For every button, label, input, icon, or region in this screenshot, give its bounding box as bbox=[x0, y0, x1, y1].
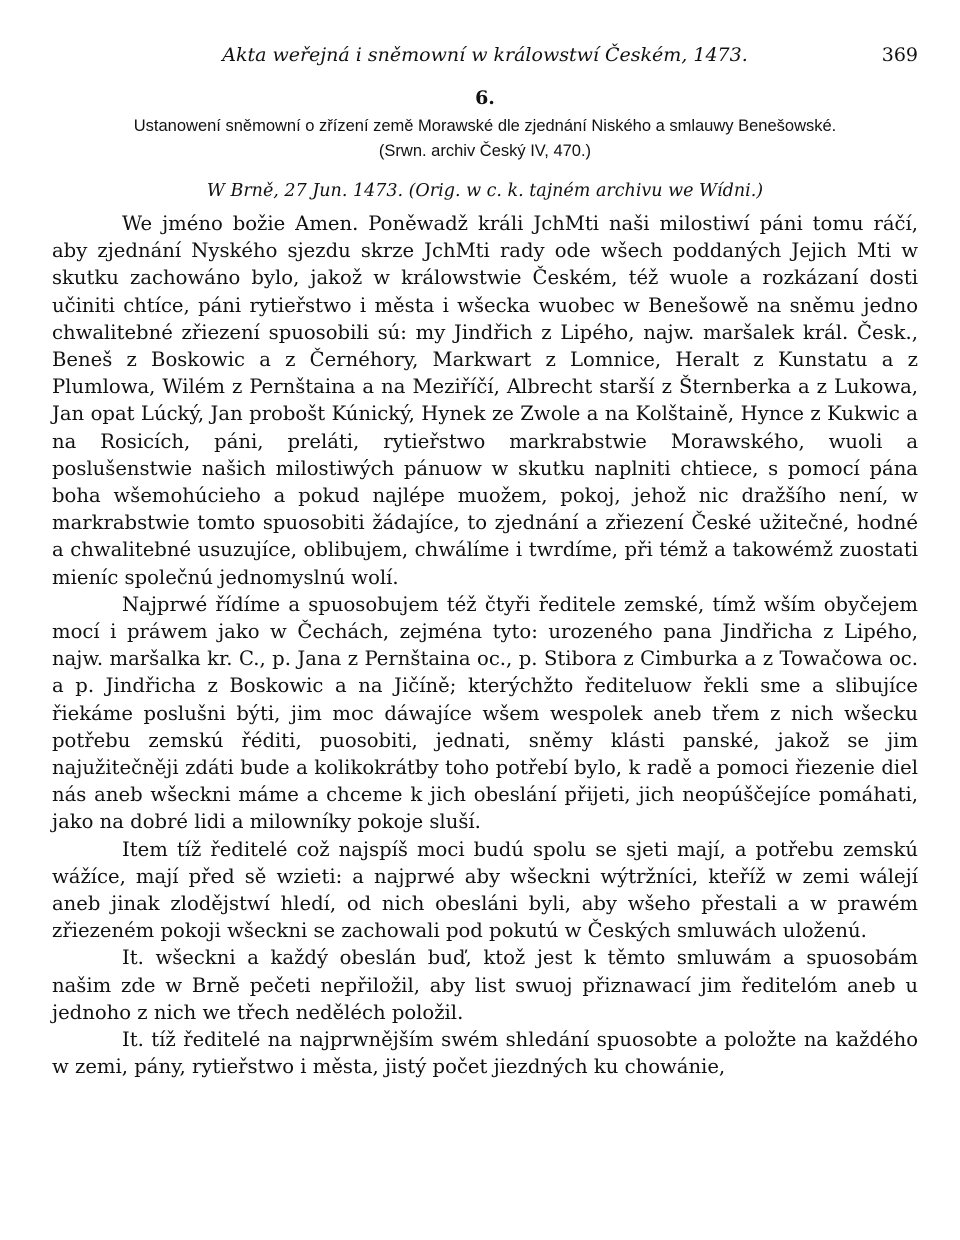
running-title: Akta weřejná i sněmowní w králowstwí Českém, 1473. bbox=[222, 44, 748, 66]
paragraph: Item tíž ředitelé což najspíš moci budú spolu se sjeti mají, a potřebu zemskú wážíce, mají před sě wzieti: a najprwé aby wšeckni wýtržníci, kteříž w zemi wálejí aneb jinak zlodějstwí hledí, od nich obesláni byli, aby wšeho přestali a w prawém zřiezeném pokoji wšeckni se zachowali pod pokutú w Českých smluwách uloženú. bbox=[52, 837, 918, 943]
paragraph: Najprwé řídíme a spuosobujem též čtyři ředitele zemské, tímž wším obyčejem mocí i práwem jako w Čechách, zejména tyto: urozeného pana Jindřicha z Lipého, najw. maršalka kr. C., p. Jana z Pernštaina oc., p. Stibora z Cimburka a z Towačowa oc. a p. Jindřicha z Boskowic a na Jičíně; kterýchžto řediteluow řekli sme a slibujíce řiekáme poslušni býti, jim moc dáwajíce wšem wespolek aneb třem z nich wšecku potřebu zemskú řéditi, puosobiti, jednati, sněmy klásti panské, jakož se jim najužitečněji zdáti bude a kolikokrátby toho potřebí bylo, k radě a pomoci řiezenie diel nás aneb wšeckni máme a chceme k jich obeslání přijeti, jich neopúščejíce pomáhati, jako na dobré lidi a milowníky pokoje sluší. bbox=[52, 592, 918, 834]
dateline: W Brně, 27 Jun. 1473. (Orig. w c. k. tajném archivu we Wídni.) bbox=[206, 181, 764, 201]
page-header bbox=[52, 40, 918, 74]
document-body bbox=[52, 210, 918, 1081]
heading-title: Ustanowení sněmowní o zřízení země Morawské dle zjednání Niského a smlauwy Benešowské. bbox=[133, 117, 837, 135]
document-heading bbox=[52, 114, 918, 164]
paragraph: We jméno božie Amen. Poněwadž králi JchMti naši milostiwí páni tomu ráčí, aby zjednání Nyského sjezdu skrze JchMti rady ode wšech poddaných Jejich Mti w skutku zachowáno bylo, jakož w králowstwie Českém, též wuole a rozkázaní dosti učiniti chtíce, páni rytieřstwo i města i wšecka wuobec w Benešowě na sněmu jedno chwalitebné zřiezení spuosobili sú: my Jindřich z Lipého, najw. maršalek král. Česk., Beneš z Boskowic a z Černéhory, Markwart z Lomnice, Heralt z Kunstatu a z Plumlowa, Wilém z Pernštaina a na Meziříčí, Albrecht starší z Šternberka a z Lukowa, Jan opat Lúcký, Jan probošt Kúnický, Hynek ze Zwole a na Kolštaině, Hynce z Kukwic a na Rosicích, páni, preláti, rytieřstwo markrabstwie Morawského, wuoli a poslušenstwie našich milostiwých pánuow w skutku naplniti chtiece, s pomocí pána boha wšemohúcieho a pokud najlépe muožem, pokoj, jehož nic dražšího není, w markrabstwie tomto spuosobiti žádajíce, to zjednání a zřiezení České užitečné, hodné a chwalitebné usuzujíce, oblibujem, chwálíme i twrdíme, při témž a takowémž zuostati mieníc společnú jednomyslnú wolí. bbox=[52, 212, 918, 589]
document-number: 6. bbox=[475, 87, 495, 109]
page-number: 369 bbox=[881, 44, 918, 66]
paragraph: It. tíž ředitelé na najprwnějším swém shledání spuosobte a položte na každého w zemi, pány, rytieřstwo i města, jistý počet jiezdných ku chowánie, bbox=[52, 1028, 918, 1079]
document-page bbox=[52, 40, 918, 1081]
paragraph: It. wšeckni a každý obeslán buď, ktož jest k těmto smluwám a spuosobám našim zde w Brně pečeti nepřiložil, aby list swuoj přiznawací jim ředitelóm aneb u jednoho z nich we třech neděléch položil. bbox=[52, 946, 918, 1024]
heading-reference: (Srwn. archiv Český IV, 470.) bbox=[378, 142, 592, 160]
